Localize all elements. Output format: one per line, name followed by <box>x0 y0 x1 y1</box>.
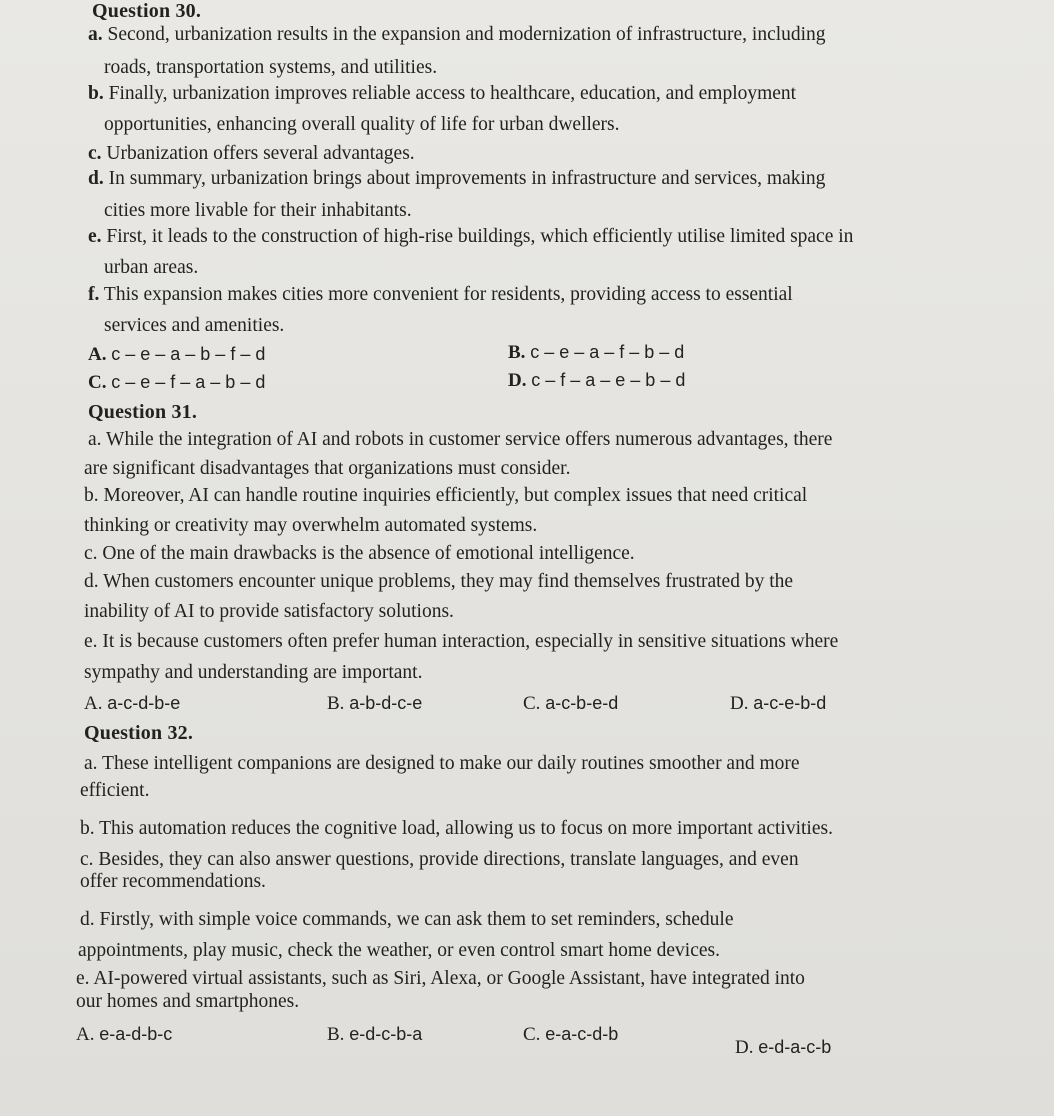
q32-option-a[interactable]: A. e-a-d-b-c <box>76 1024 173 1045</box>
q32-line-3: b. This automation reduces the cognitive load, allowing us to focus on more important activities. <box>80 818 833 839</box>
q30-item-b-line2: opportunities, enhancing overall quality of life for urban dwellers. <box>104 114 620 135</box>
q30-item-d-line2: cities more livable for their inhabitants. <box>104 200 412 221</box>
q30-option-d[interactable]: D. c – f – a – e – b – d <box>508 370 686 391</box>
q31-line-6: d. When customers encounter unique problems, they may find themselves frustrated by the <box>84 571 794 592</box>
q30-item-d-line1: d. In summary, urbanization brings about improvements in infrastructure and services, making <box>88 168 826 189</box>
q32-option-b[interactable]: B. e-d-c-b-a <box>327 1024 423 1045</box>
q31-option-a[interactable]: A. a-c-d-b-e <box>84 693 181 714</box>
q30-item-a-line1: a. Second, urbanization results in the expansion and modernization of infrastructure, including <box>88 24 826 45</box>
q32-line-1: a. These intelligent companions are designed to make our daily routines smoother and more <box>84 753 800 774</box>
q31-option-c[interactable]: C. a-c-b-e-d <box>523 693 619 714</box>
q32-option-c[interactable]: C. e-a-c-d-b <box>523 1024 619 1045</box>
q31-line-8: e. It is because customers often prefer human interaction, especially in sensitive situations where <box>84 631 839 652</box>
q31-option-d[interactable]: D. a-c-e-b-d <box>730 693 827 714</box>
q30-item-f-line2: services and amenities. <box>104 315 285 336</box>
q31-line-7: inability of AI to provide satisfactory solutions. <box>84 601 454 622</box>
q32-line-4: c. Besides, they can also answer questions, provide directions, translate languages, and even <box>80 849 799 870</box>
q31-line-2: are significant disadvantages that organizations must consider. <box>84 458 571 479</box>
q32-line-9: our homes and smartphones. <box>76 991 300 1012</box>
q32-option-d[interactable]: D. e-d-a-c-b <box>735 1037 832 1058</box>
q30-option-a[interactable]: A. c – e – a – b – f – d <box>88 344 266 365</box>
q31-line-1: a. While the integration of AI and robots in customer service offers numerous advantages, there <box>88 429 833 450</box>
q30-option-c[interactable]: C. c – e – f – a – b – d <box>88 372 266 393</box>
q30-option-b[interactable]: B. c – e – a – f – b – d <box>508 342 685 363</box>
question-31-title: Question 31. <box>88 401 198 423</box>
q30-item-e-line1: e. First, it leads to the construction of high-rise buildings, which efficiently utilise limited space in <box>88 226 854 247</box>
q32-line-7: appointments, play music, check the weather, or even control smart home devices. <box>78 940 720 961</box>
q31-line-9: sympathy and understanding are important. <box>84 662 423 683</box>
q31-line-5: c. One of the main drawbacks is the absence of emotional intelligence. <box>84 543 635 564</box>
question-30-title: Question 30. <box>92 0 202 22</box>
q32-line-5: offer recommendations. <box>80 871 266 892</box>
q32-line-2: efficient. <box>80 780 150 801</box>
q30-item-c-line1: c. Urbanization offers several advantages. <box>88 143 415 164</box>
q30-item-e-line2: urban areas. <box>104 257 199 278</box>
q31-line-3: b. Moreover, AI can handle routine inquiries efficiently, but complex issues that need critical <box>84 485 808 506</box>
q31-option-b[interactable]: B. a-b-d-c-e <box>327 693 423 714</box>
q31-line-4: thinking or creativity may overwhelm automated systems. <box>84 515 538 536</box>
q30-item-a-line2: roads, transportation systems, and utilities. <box>104 57 438 78</box>
q30-item-b-line1: b. Finally, urbanization improves reliable access to healthcare, education, and employment <box>88 83 797 104</box>
question-32-title: Question 32. <box>84 722 194 744</box>
q30-item-f-line1: f. This expansion makes cities more convenient for residents, providing access to essential <box>88 284 793 305</box>
q32-line-8: e. AI-powered virtual assistants, such as Siri, Alexa, or Google Assistant, have integrated into <box>76 968 805 989</box>
q32-line-6: d. Firstly, with simple voice commands, we can ask them to set reminders, schedule <box>80 909 734 930</box>
